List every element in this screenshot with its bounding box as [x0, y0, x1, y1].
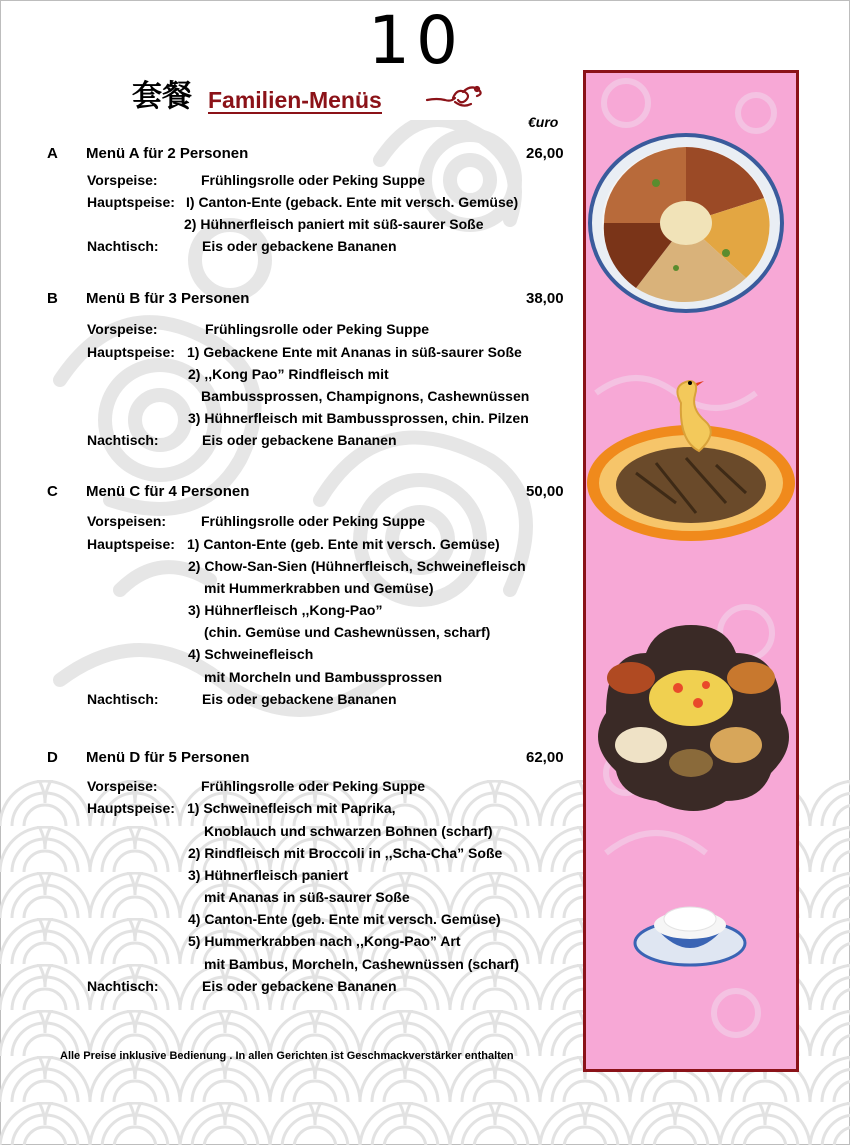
course-label: Vorspeise:: [87, 778, 158, 794]
course-text: 3) Hühnerfleisch ,,Kong-Pao”: [188, 602, 383, 618]
course-text: Bambussprossen, Champignons, Cashewnüssen: [201, 388, 530, 404]
course-text: Eis oder gebackene Bananen: [202, 691, 397, 707]
course-text: Knoblauch und schwarzen Bohnen (scharf): [204, 823, 493, 839]
course-text: Eis oder gebackene Bananen: [202, 238, 397, 254]
course-label: Vorspeise:: [87, 172, 158, 188]
course-text: Eis oder gebackene Bananen: [202, 978, 397, 994]
course-label: Nachtisch:: [87, 691, 159, 707]
course-label: Vorspeisen:: [87, 513, 167, 529]
chinese-title: 套餐: [132, 79, 192, 114]
course-text: 1) Canton-Ente (geb. Ente mit versch. Gemüse): [187, 536, 500, 552]
currency-label: €uro: [528, 114, 559, 130]
footer-note: Alle Preise inklusive Bedienung . In allen Gerichten ist Geschmackverstärker enthalten: [60, 1050, 514, 1062]
rice-bowl-photo: [635, 907, 745, 965]
page-title: Familien-Menüs: [208, 87, 382, 113]
course-label: Nachtisch:: [87, 432, 159, 448]
panel-art: [586, 73, 796, 1069]
course-label: Vorspeise:: [87, 321, 158, 337]
course-text: 1) Schweinefleisch mit Paprika,: [187, 800, 396, 816]
menu-code: D: [47, 749, 58, 766]
course-text: I) Canton-Ente (geback. Ente mit versch. Gemüse): [186, 194, 519, 210]
course-label: Hauptspeise:: [87, 536, 175, 552]
platter-photo-2: [587, 381, 795, 541]
course-label: Nachtisch:: [87, 238, 159, 254]
course-text: 2) Chow-San-Sien (Hühnerfleisch, Schweinefleisch: [188, 558, 526, 574]
menu-name: Menü C für 4 Personen: [86, 483, 250, 500]
course-text: 1) Gebackene Ente mit Ananas in süß-saurer Soße: [187, 344, 522, 360]
course-text: 2) Hühnerfleisch paniert mit süß-saurer Soße: [184, 216, 484, 232]
course-text: Eis oder gebackene Bananen: [202, 432, 397, 448]
menu-price: 62,00: [526, 749, 564, 766]
course-label: Nachtisch:: [87, 978, 159, 994]
menu-a-header: [0, 145, 600, 165]
course-text: 5) Hummerkrabben nach ,,Kong-Pao” Art: [188, 933, 461, 949]
course-label: Hauptspeise:: [87, 194, 175, 210]
menu-c-header: [0, 483, 600, 503]
course-label: Hauptspeise:: [87, 800, 175, 816]
menu-name: Menü B für 3 Personen: [86, 290, 250, 307]
menu-price: 38,00: [526, 290, 564, 307]
food-photo-panel: [583, 70, 799, 1072]
menu-code: C: [47, 483, 58, 500]
course-text: mit Hummerkrabben und Gemüse): [204, 580, 434, 596]
course-text: Frühlingsrolle oder Peking Suppe: [201, 513, 426, 529]
menu-code: B: [47, 290, 58, 307]
course-text: mit Ananas in süß-saurer Soße: [204, 889, 410, 905]
course-label: Hauptspeise:: [87, 344, 175, 360]
course-text: 4) Schweinefleisch: [188, 646, 314, 662]
menu-d-header: [0, 749, 600, 769]
course-text: Frühlingsrolle oder Peking Suppe: [205, 321, 430, 337]
course-text: 2) ,,Kong Pao” Rindfleisch mit: [188, 366, 389, 382]
course-text: mit Morcheln und Bambussprossen: [204, 669, 443, 685]
course-text: 4) Canton-Ente (geb. Ente mit versch. Gemüse): [188, 911, 501, 927]
menu-name: Menü A für 2 Personen: [86, 145, 249, 162]
swirl-ornament-icon: [425, 84, 485, 110]
platter-photo-1: [590, 135, 782, 311]
course-text: 2) Rindfleisch mit Broccoli in ,,Scha-Cha” Soße: [188, 845, 503, 861]
course-text: (chin. Gemüse und Cashewnüssen, scharf): [204, 624, 491, 640]
menu-name: Menü D für 5 Personen: [86, 749, 250, 766]
course-text: 3) Hühnerfleisch mit Bambussprossen, chin. Pilzen: [188, 410, 529, 426]
menu-price: 26,00: [526, 145, 564, 162]
menu-price: 50,00: [526, 483, 564, 500]
menu-b-header: [0, 290, 600, 310]
page-number: 10: [368, 2, 464, 79]
course-text: mit Bambus, Morcheln, Cashewnüssen (scharf): [204, 956, 520, 972]
course-text: 3) Hühnerfleisch paniert: [188, 867, 349, 883]
course-text: Frühlingsrolle oder Peking Suppe: [201, 172, 426, 188]
menu-code: A: [47, 145, 58, 162]
course-text: Frühlingsrolle oder Peking Suppe: [201, 778, 426, 794]
